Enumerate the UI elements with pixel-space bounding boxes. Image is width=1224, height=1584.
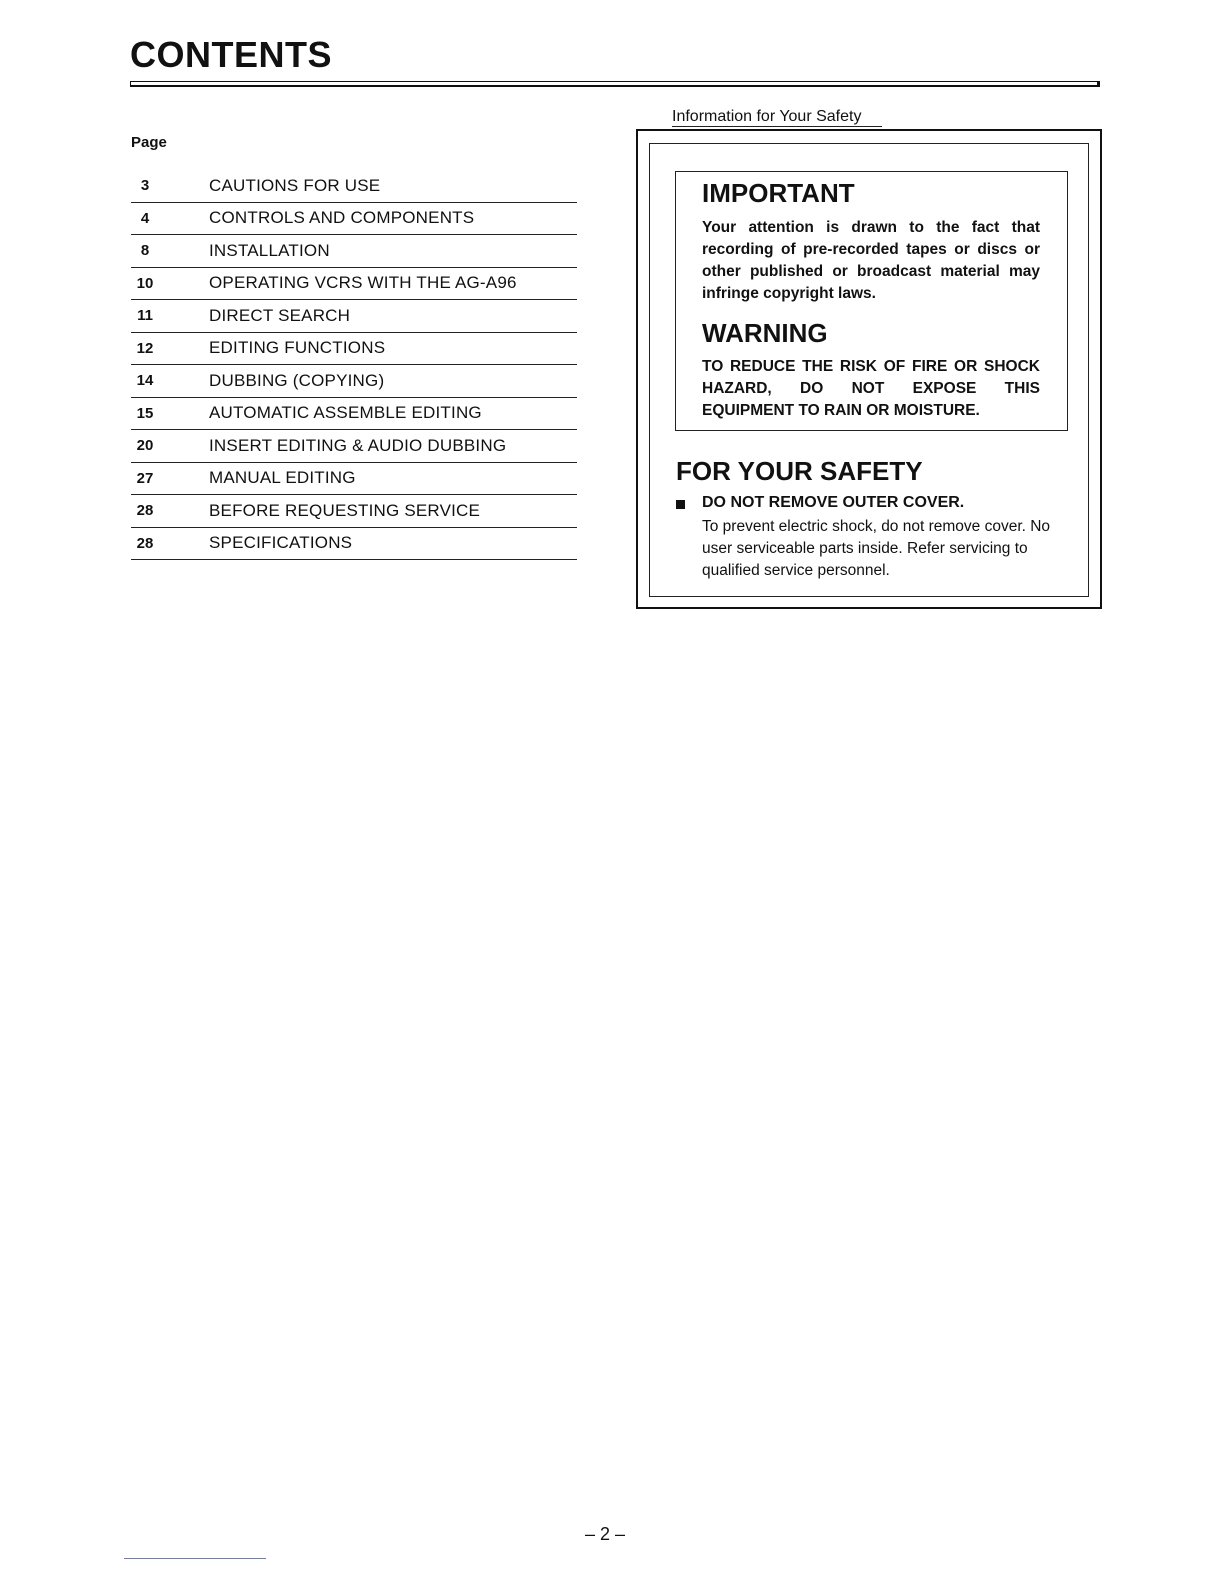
contents-page-number: 27 (136, 469, 154, 487)
contents-list (131, 170, 577, 560)
contents-row (131, 268, 577, 301)
contents-entry-label: MANUAL EDITING (209, 468, 356, 488)
contents-page-number: 11 (137, 307, 153, 325)
contents-page-number: 20 (136, 437, 154, 455)
contents-row (131, 528, 577, 561)
footer-rule (124, 1558, 266, 1559)
outer-cover-warning-text: To prevent electric shock, do not remove cover. No user serviceable parts inside. Refer servicing to qualified service personnel. (702, 518, 1051, 579)
page-number: – 2 – (585, 1524, 626, 1544)
important-text: Your attention is drawn to the fact that recording of pre-recorded tapes or discs or other published or broadcast material may infringe copyright laws. (702, 219, 1040, 302)
square-bullet-icon (676, 500, 685, 509)
contents-entry-label: SPECIFICATIONS (209, 533, 353, 553)
contents-page-number: 10 (136, 274, 154, 292)
contents-entry-label: CONTROLS AND COMPONENTS (209, 208, 475, 228)
contents-entry-label: DIRECT SEARCH (209, 305, 351, 325)
contents-row (131, 365, 577, 398)
safety-heading-underline (672, 126, 882, 127)
contents-row (131, 300, 577, 333)
safety-section-heading: Information for Your Safety (672, 108, 862, 125)
warning-heading: WARNING (702, 318, 828, 348)
outer-cover-warning-title: DO NOT REMOVE OUTER COVER. (702, 494, 965, 511)
contents-entry-label: EDITING FUNCTIONS (209, 338, 386, 358)
contents-page-number: 28 (136, 502, 154, 520)
contents-page-number: 15 (136, 404, 154, 422)
important-heading: IMPORTANT (702, 178, 855, 208)
contents-entry-label: CAUTIONS FOR USE (209, 175, 381, 195)
contents-page-number: 28 (136, 534, 154, 552)
contents-page-number: 14 (136, 372, 154, 390)
contents-row (131, 495, 577, 528)
contents-entry-label: INSTALLATION (209, 240, 330, 260)
contents-entry-label: AUTOMATIC ASSEMBLE EDITING (209, 403, 482, 423)
contents-entry-label: BEFORE REQUESTING SERVICE (209, 500, 481, 520)
contents-entry-label: OPERATING VCRS WITH THE AG-A96 (209, 273, 517, 293)
contents-page-number: 3 (140, 177, 150, 195)
contents-row (131, 333, 577, 366)
title-rule (130, 81, 1100, 87)
contents-row (131, 398, 577, 431)
contents-page-number: 4 (140, 209, 150, 227)
contents-page-number: 12 (136, 339, 154, 357)
contents-page-number: 8 (140, 242, 150, 260)
contents-entry-label: INSERT EDITING & AUDIO DUBBING (209, 435, 507, 455)
contents-row (131, 430, 577, 463)
contents-entry-label: DUBBING (COPYING) (209, 370, 385, 390)
contents-row (131, 463, 577, 496)
warning-text: TO REDUCE THE RISK OF FIRE OR SHOCK HAZARD, DO NOT EXPOSE THIS EQUIPMENT TO RAIN OR MOISTURE. (702, 358, 1040, 419)
contents-row (131, 235, 577, 268)
page-column-label: Page (131, 134, 167, 151)
for-your-safety-heading: FOR YOUR SAFETY (676, 456, 923, 486)
contents-row (131, 203, 577, 236)
page-title: CONTENTS (130, 34, 332, 75)
contents-row (131, 170, 577, 203)
